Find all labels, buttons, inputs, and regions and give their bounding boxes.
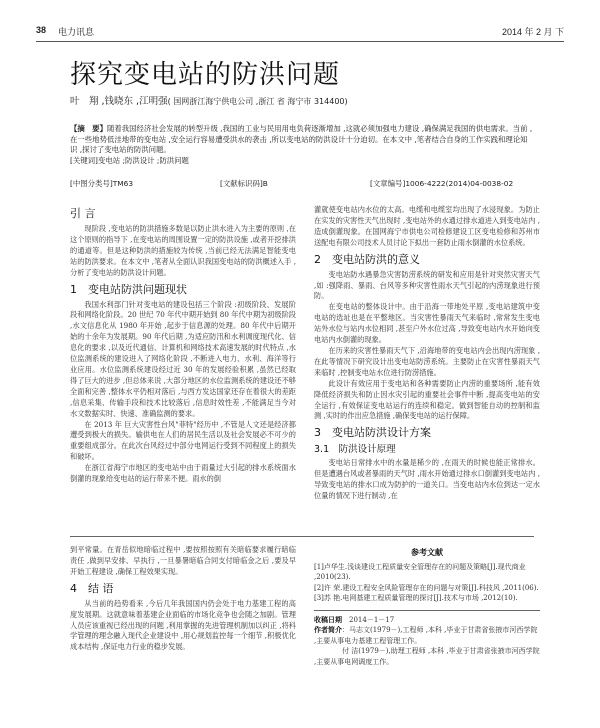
article-no-value: 1006-4222(2014)04-0038-02 [405,179,514,188]
received-date: 2014－1－17 [349,615,395,624]
section-2-paragraph: 变电站防水遇暴急灾害防涝系统的研发和应用是针对突然灾害天气 ,如 :强降雨、暴雨、台风等多种灾害性雨水天气引起的内涝现象进行预防。 [314,269,540,301]
section-1-heading: 1 变电站防洪问题现状 [70,282,187,296]
keywords: 变电站 ;防洪设计 ;防洪问题 [97,155,189,165]
author-line [70,93,348,107]
affiliation: ( 国网浙江海宁供电公司 ,浙江 省 海宁市 314400) [167,97,348,106]
section-2-paragraph: 此设计有效应用于变电站和各种需要防止内涝的重要场所 ,能有效降低经济损失和防止因水灾引起的重要社会事件中断 ,提高变电站的安全运行 ,有效保证变电站运行的连续和稳定。做到智能自动的控制和监测 ,实时的作出应急措施 ,确保变电站的运行保障。 [314,378,540,421]
continued-paragraph: 到平常量。在青岳似地暗临过程中 ,要按照按照有关暗临要求履行暗临责任 ,做到早安排、早执行 ,一旦暴暑暗临合同支付暗临金之后 ,要及早开始工程建设 ,确保工程效果实现。 [70,545,296,576]
received-line [314,615,540,626]
clc-field [70,178,220,189]
clc-value: TM63 [112,179,134,188]
author-bio: 作者简介：马志文(1979－),工程师 ,本科 ,毕业于甘肃省张掖市河西学院 ,主要从事电力基建工程管理工作。 [314,625,538,645]
doc-code-field [220,178,370,189]
author-bio-label: 作者简介 [314,625,342,634]
doc-code-label: [文献标识码] [220,179,263,188]
article-title: 探究变电站的防洪问题 [70,60,341,90]
section-2-paragraph: 在历来的灾害性暴雨天气下 ,沿海地带的变电站内会出现内涝现象 ,在此等情况下研究设计出变电站防涝系统。主要防止在灾害性暴雨天气来临时 ,控制变电站水位进行防涝措施。 [314,345,540,377]
doc-code-value: B [262,179,268,188]
bio-divider [314,610,540,611]
section-name: 电力讯息 [58,27,95,37]
section-3-1-heading: 3.1 防洪设计原理 [314,444,396,456]
references-heading: 参考文献 [411,548,443,557]
author-bio-2: 付 洁(1979－),助理工程师 ,本科 ,毕业于甘肃省张掖市河西学院 ,主要从事电网调度工作。 [314,647,540,666]
clc-label: [中图分类号] [70,179,113,188]
section-2-paragraph: 在变电站的整体设计中。由于沿海一带地处平原 ,变电站建筑中变电站的选址也是在平整地区。当灾害性暴雨天气来临时 ,常常发生变电站外水位与站内水位相同 ,甚至户外水位过高 ,导致变电站内水开始向变电站内水倒灌的现象。 [314,302,540,345]
section-3-heading: 3 变电站防洪设计方案 [314,426,431,440]
reference-item: [3]苏 艳.电网基建工程质量管理的探讨[J].技术与市场 ,2012(10). [314,594,518,602]
left-column-bottom [70,545,296,720]
abstract-label: 【摘 要】 [70,124,107,133]
article-no-field [370,178,513,189]
page-number: 38 [36,25,47,35]
references-block [314,548,540,667]
article-no-label: [文章编号] [370,179,406,188]
section-1-paragraph: 在浙江省海宁市地区的变电站中由于雨量过大引起的排水系统面水倒灌的现象给变电站的运行带来不便。雨水的倒 [70,463,296,484]
section-4-heading: 4 结 语 [70,581,114,595]
abstract-text: 随着我国经济社会发展的转型升级 ,我国的工业与民用用电负荷逐渐增加 ,这就必须加强电力建设 ,确保满足我国的供电需求。当前 ,在一些地势低洼地带的变电站 ,安全运行容易遭受洪水的袭击 ,所以变电站的防洪设计十分迫切。在本文中 ,笔者结合自身的工作实践和理论知识 ,探讨了变电站的防洪问题。 [70,124,533,154]
received-label: 收稿日期 [314,614,342,624]
reference-item: [2]许 荣.建设工程安全风险管理存在的问题与对策[J].科技风 ,2011(06). [314,583,539,592]
intro-paragraph: 现阶段 ,变电站的防洪措施多数是以防止洪水进入为主要的原则 ,在这个原则的指导下 ,在变电站的周围设置一定的防洪设施 ,或者开挖排洪的通道等。但是这种防洪的措施较为传统 ,当前已经无法满足智能变电站的防洪要求。在本文中 ,笔者从全面认识我国变电站的防洪概述入手 ,分析了变电站的防洪设计问题。 [70,224,296,277]
classification-line [70,178,534,189]
author-bio-1: 马志文(1979－),工程师 ,本科 ,毕业于甘肃省张掖市河西学院 ,主要从事电力基建工程管理工作。 [314,626,538,645]
section-3-1-paragraph: 变电站日常排水中的水量是稀少的 ,在雨天的时候也能正常排水。但是遭遇台风或者暴雨的天气时 ,雨水开始通过排水口倒灌到变电站内 ,导致变电站的排水口成为防护的一道关口。当变电站内水位到达一定水位量的情况下进行制动 ,在 [314,458,540,501]
issue-date: 2014 年 2 月 下 [501,27,564,37]
left-column [70,203,296,535]
column-divider-rule [70,536,534,537]
section-2-heading: 2 变电站防洪的意义 [314,252,420,266]
running-header [36,20,564,42]
section-1-paragraph: 我国水利部门针对变电站的建设包括三个阶段 :初级阶段、发展阶段和网络化阶段。20 世纪 70 年代中期开始到 80 年代中期为初级阶段 ,水文信息化从 1980 年开始 ,起步于信息源的处理。80 年代中后期开始的十余年为发展期。90 年代后期 ,为适应防汛和水利调度现代化、信息化的要求 ,以及近代通信、计算机和网络技术高速发展的时代特点 ,水位监测系统的建设进入了网络化阶段 ,不断进入电力、水利、海洋等行业应用。水位监测系统建设经过近 30 年的发展经验积累 ,虽然已经取得了巨大的进步 ,但总体来说 ,大部分地区的水位监测系统的建设还不够全面和完善 ,整体水平仍相对落后 ,与西方发达国家还存在着很大的差距 ,信息采集、传输手段和技术比较落后 ,信息时效性差 ,不能满足当今对水文数据实时、快速、准确监测的要求。 [70,299,296,418]
abstract [70,124,534,166]
continued-paragraph: 灌就使变电站内水位的太高。电缆和电缆室均出现了水浸现象。为防止在实发的灾害性天气出现时 ,变电站外的水通过排水道进入到变电站内 ,造成倒灌现象。在国网海宁市供电公司检修建设工区变电检修和苏州市送配电有限公司技术人员讨论下拟出一套防止雨水倒灌的水位系统。 [314,205,540,247]
section-1-paragraph: 在 2013 年 巨大灾害性台风"菲特"经历中 ,不管是人文还是经济都遭受到极大的损失。输供电在人们的居民生活以及社会发展必不可少的重要组成部分。在此次台风经过中部分电网运行受到不同程度上的损失和破坏。 [70,419,296,462]
intro-heading: 引 言 [70,207,96,220]
keywords-label: [关键词] [70,155,98,165]
right-column [314,205,540,535]
authors: 叶 翔 ,钱晓东 ,江明强 [70,96,168,107]
section-4-paragraph: 从当前的趋势看来 ,今后几年我国国内仍会处于电力基建工程的高度发展期。这就意味着基建企业面临的市场化竞争也会随之加剧。管理人员应该重视已经出现的问题 ,利用掌握的先进管理机制加以纠正 ,将科学管理的理念融入现代企业建设中 ,用心规划监控每一个细节 ,积极优化成本结构 ,保证电力行业的稳步发展。 [70,598,296,652]
reference-item: [1]卢华生.浅谈建设工程质量安全管理存在的问题及策略[J].现代商业 ,2010(23). [314,562,526,581]
